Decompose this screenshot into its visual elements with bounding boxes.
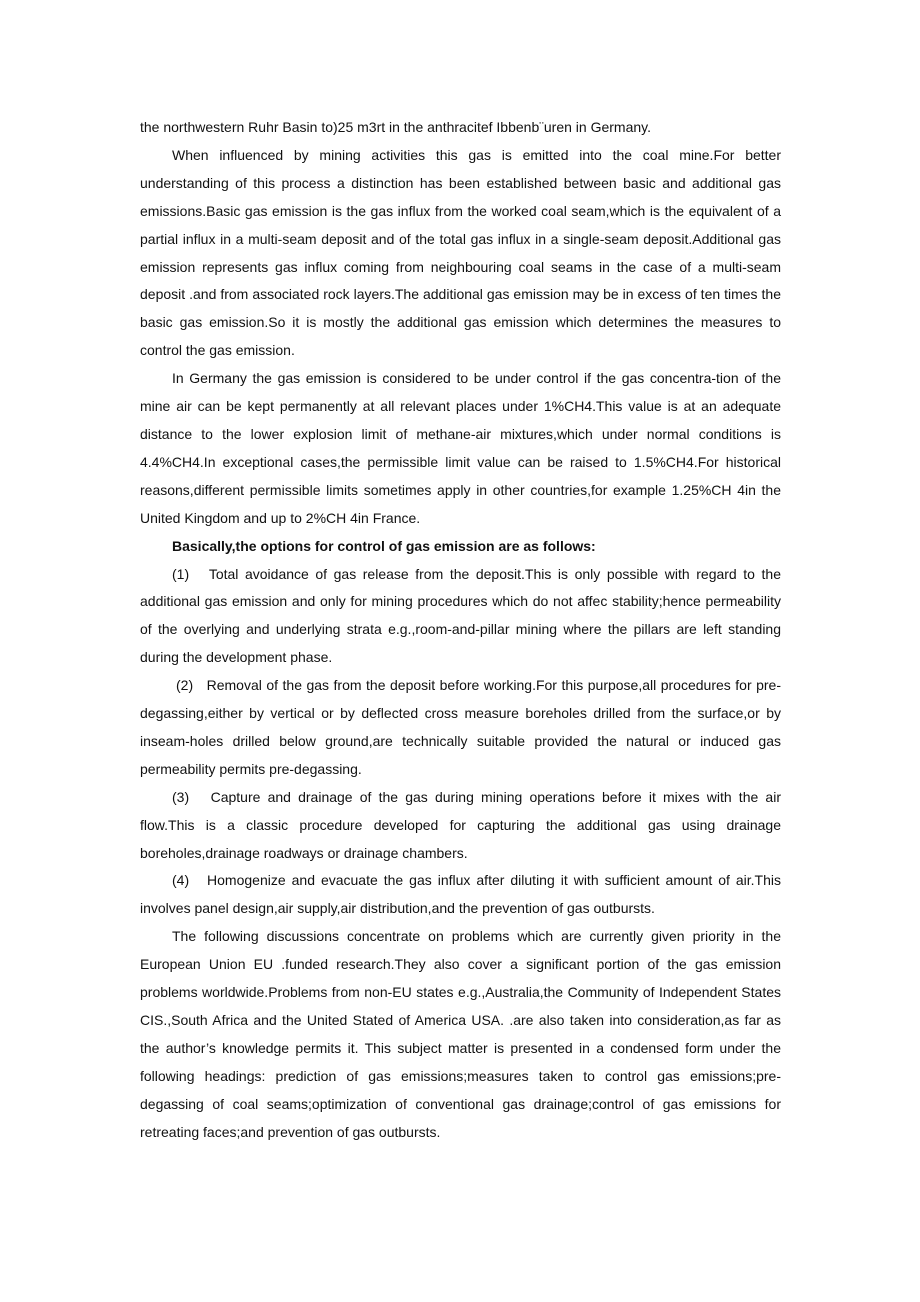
options-heading: Basically,the options for control of gas emission are as follows: — [172, 537, 596, 554]
paragraph-gas-emission-types: When influenced by mining activities this gas is emitted into the coal mine.For better understanding of this process a distinction has been established between basic and additional gas emissions.Basic gas emission is the gas influx from the worked coal seam,which is the equivalent of a partial influx in a multi-seam deposit and of the total gas influx in a single-seam deposit.Additional gas emission represents gas influx coming from neighbouring coal seams in the case of a multi-seam deposit .and from associated rock layers.The additional gas emission may be in excess of ten times the basic gas emission.So it is mostly the additional gas emission which determines the measures to control the gas emission. — [140, 146, 781, 359]
option-item-4: (4) Homogenize and evacuate the gas influx after diluting it with sufficient amount of air.This involves panel design,air supply,air distribution,and the prevention of gas outbursts. — [140, 872, 781, 917]
option-item-2: (2) Removal of the gas from the deposit before working.For this purpose,all procedures for pre-degassing,either by vertical or by deflected cross measure boreholes drilled from the surface,or by inseam-holes drilled below ground,are technically suitable provided the natural or induced gas permeability permits pre-degassing. — [140, 677, 781, 777]
paragraph-germany-limits: In Germany the gas emission is considered to be under control if the gas concentra-tion of the mine air can be kept permanently at all relevant places under 1%CH4.This value is at an adequate distance to the lower explosion limit of methane-air mixtures,which under normal conditions is 4.4%CH4.In exceptional cases,the permissible limit value can be raised to 1.5%CH4.For historical reasons,different permissible limits sometimes apply in other countries,for example 1.25%CH 4in the United Kingdom and up to 2%CH 4in France. — [140, 370, 781, 526]
option-item-1: (1) Total avoidance of gas release from the deposit.This is only possible with regard to the additional gas emission and only for mining procedures which do not affec stability;hence permeability of the overlying and underlying strata e.g.,room-and-pillar mining where the pillars are left standing during the development phase. — [140, 565, 781, 666]
document-page — [140, 114, 781, 1147]
paragraph-continuation: the northwestern Ruhr Basin to)25 m3rt in the anthracitef Ibbenb¨uren in Germany. — [140, 119, 652, 135]
paragraph-discussion-overview: The following discussions concentrate on problems which are currently given priority in the European Union EU .funded research.They also cover a significant portion of the gas emission problems worldwide.Problems from non-EU states e.g.,Australia,the Community of Independent States CIS.,South Africa and the United Stated of America USA. .are also taken into consideration,as far as the author’s knowledge permits it. This subject matter is presented in a condensed form under the following headings: prediction of gas emissions;measures taken to control gas emissions;pre-degassing of coal seams;optimization of conventional gas drainage;control of gas emissions for retreating faces;and prevention of gas outbursts. — [140, 928, 781, 1140]
option-item-3: (3) Capture and drainage of the gas during mining operations before it mixes with the air flow.This is a classic procedure developed for capturing the additional gas using drainage boreholes,drainage roadways or drainage chambers. — [140, 788, 781, 861]
